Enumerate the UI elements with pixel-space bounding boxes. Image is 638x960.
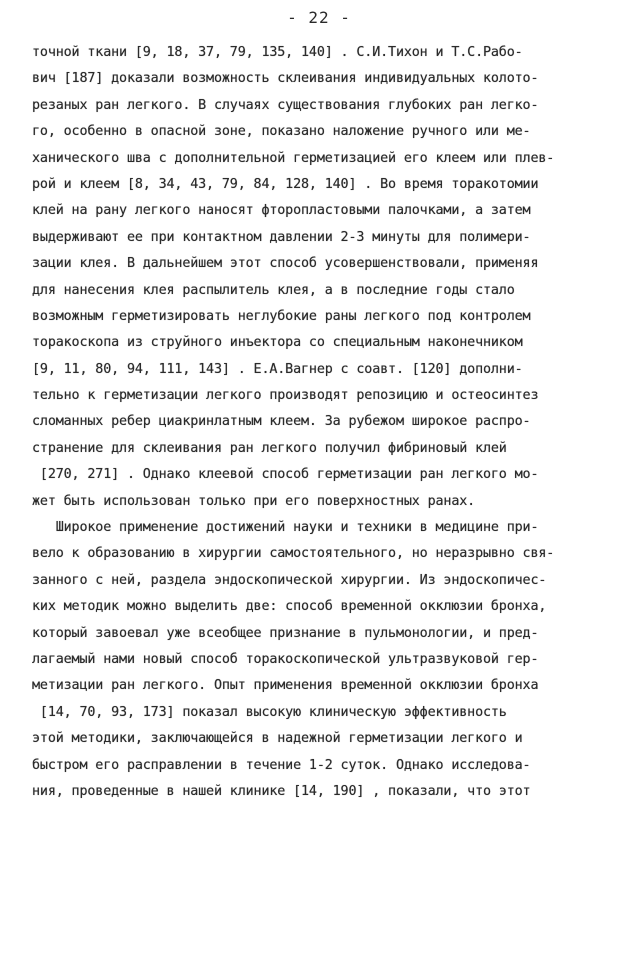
body-text — [32, 40, 602, 805]
text-line: тельно к герметизации легкого производят репозицию и остеосинтез — [32, 388, 539, 404]
text-line: который завоевал уже всеобщее признание в пульмонологии, и пред- — [32, 625, 539, 641]
text-line: зации клея. В дальнейшем этот способ усовершенствовали, применяя — [32, 256, 539, 272]
text-line: Широкое применение достижений науки и техники в медицине при- — [32, 520, 539, 536]
text-line: [270, 271] . Однако клеевой способ герметизации ран легкого мо- — [32, 467, 539, 483]
text-line: выдерживают ее при контактном давлении 2-3 минуты для полимери- — [32, 229, 531, 245]
text-line: ких методик можно выделить две: способ временной окклюзии бронха, — [32, 599, 547, 615]
page-number: - 22 - — [287, 8, 351, 27]
text-line: вич [187] доказали возможность склеивания индивидуальных колото- — [32, 71, 539, 87]
text-line: точной ткани [9, 18, 37, 79, 135, 140] . С.И.Тихон и Т.С.Рабо- — [32, 45, 523, 60]
text-line: [9, 11, 80, 94, 111, 143] . Е.А.Вагнер с соавт. [120] дополни- — [32, 361, 523, 377]
text-line: жет быть использован только при его поверхностных ранах. — [32, 493, 476, 509]
text-line: занного с ней, раздела эндоскопической хирургии. Из эндоскопичес- — [32, 572, 547, 588]
text-line: клей на рану легкого наносят фторопластовыми палочками, а затем — [32, 203, 531, 219]
text-line: [14, 70, 93, 173] показал высокую клиническую эффективность — [32, 704, 507, 720]
text-line: лагаемый нами новый способ торакоскопической ультразвуковой гер- — [32, 651, 539, 667]
text-line: торакоскопа из струйного инъектора со специальным наконечником — [32, 335, 523, 351]
text-line: ния, проведенные в нашей клинике [14, 190] , показали, что этот — [32, 783, 531, 799]
text-line: этой методики, заключающейся в надежной герметизации легкого и — [32, 731, 523, 747]
text-line: метизации ран легкого. Опыт применения временной окклюзии бронха — [32, 678, 539, 694]
text-line: го, особенно в опасной зоне, показано наложение ручного или ме- — [32, 124, 531, 140]
text-line: резаных ран легкого. В случаях существования глубоких ран легко- — [32, 97, 539, 113]
text-line: возможным герметизировать неглубокие раны легкого под контролем — [32, 308, 531, 324]
text-line: ханического шва с дополнительной герметизацией его клеем или плев- — [32, 150, 555, 166]
text-line: быстром его расправлении в течение 1-2 суток. Однако исследова- — [32, 757, 531, 773]
text-line: странение для склеивания ран легкого получил фибриновый клей — [32, 440, 507, 456]
text-line: для нанесения клея распылитель клея, а в последние годы стало — [32, 282, 515, 298]
text-line: рой и клеем [8, 34, 43, 79, 84, 128, 140] . Во время торакотомии — [32, 176, 539, 192]
text-line: вело к образованию в хирургии самостоятельного, но неразрывно свя- — [32, 546, 555, 562]
text-line: сломанных ребер циакринлатным клеем. За рубежом широкое распро- — [32, 414, 531, 430]
